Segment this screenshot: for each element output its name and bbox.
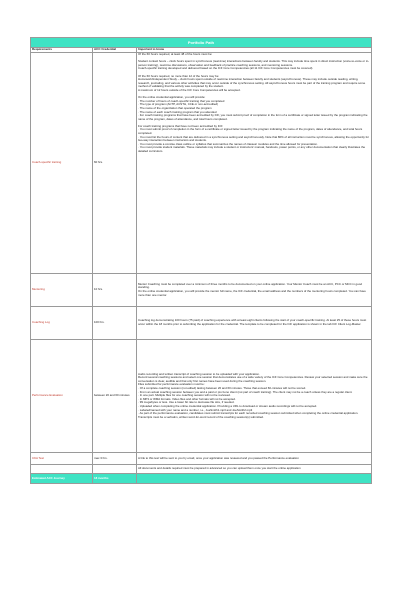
detail-line: · From an actual coaching session between you and a paid or pro bono client (not part of coach training). The client may not be a coach unless they are a regular client. [138,389,353,394]
detail-line: A maximum of 12 hours outside of the ICF Core Competencies will be accepted. [138,87,241,92]
detail-line: Coach-specific training developed and delivered based on the ICF Core Competencies (all 11 ICF Core Competencies must be covered). [138,66,314,71]
requirement-cell: Performance Evaluation [31,340,93,453]
detail-line: · In MP3 or WMA formats. Video files and other formats will not be accepted. [138,396,236,401]
detail-line: Homework/Independent Study – clock hours spent outside of real-time interaction between faculty and students (asynchronous). These may include outside reading, writing, research, journaling, and various other activities that may occur outside of the synchronous setting. All asynchronous hours must be part of the training program and require some method of validating that the activity was completed by the student. [138,77,366,89]
detail-line: · The name of the organization that operated the program [138,105,212,110]
requirement-cell: CKA Test [31,453,93,465]
table-row [31,340,372,453]
details-cell [137,453,372,465]
detail-line: · The number of hours of coach-specific training that you completed [138,98,225,103]
detail-line: Mentor Coaching must be completed over a minimum of three months to be documented on your online application. Your Mentor Coach must be an ACC, PCC or MCC in good standing. [138,281,362,290]
detail-line: For coach training programs that have not been accredited by ICF: [138,123,224,128]
detail-line: Of the 60 hours required, at least 48 of the hours must be: [138,52,213,56]
header-important-to-know: Important to know [137,48,372,53]
portfolio-path-sheet [30,37,371,484]
requirement-cell: Coaching Log [31,307,93,340]
detail-paragraph [138,53,370,57]
portfolio-path-table [30,37,372,484]
detail-line: · Labeled/named with your name and a number, i.e., JoeSmith1.mp3 and JoeSmith2.mp3 [138,407,253,412]
requirement-cell: Coach-specific training [31,53,93,274]
detail-line: Student contact hours – clock hours spent in synchronous (real-time) interactions between faculty and students. This may include time spent in direct instruction (voice-to-voice or in-person training), real-time discussions, observation and feedback of practice coaching sessions, and mentoring sessions. [138,59,370,67]
footer-label: Estimated ACC Journey [31,474,93,484]
detail-paragraph [138,319,370,326]
details-cell [137,340,372,453]
detail-line: · The type of program (ACTP, ACSTH, CCE or non-accredited) [138,102,219,107]
detail-line: · For coach training programs that have been accredited by ICF, you must submit proof of completion in the form of a certificate or signed letter issued by the program indicating the name of the program, dates of attendance, and total hours completed. [138,113,368,121]
credential-cell: max 3 hrs. [93,453,137,465]
detail-paragraph [138,125,370,154]
table-footer-row [31,474,372,484]
detail-line: · 99 megabytes or less. Use a lower bit rate to decrease file size, if needed. [138,400,235,405]
table-row [31,307,372,340]
table-note-row [31,465,372,474]
requirement-cell: Mentoring [31,274,93,307]
credential-cell: 60 hrs. [93,53,137,274]
detail-line: Coaching log demonstrating 100 hours (75 paid) of coaching experience with at least eight clients following the start of your coach-specific training. At least 25 of these hours must occur within the 18 months prior to submitting the application for the credential. The template to be completed for the ICF application is shown in the tab ICF Client Log-Master. [138,318,367,326]
detail-paragraph [138,373,370,420]
table-row [31,53,372,274]
credential-cell: between 20 and 60 minutes [93,340,137,453]
details-cell [137,307,372,340]
detail-line: Of the 60 hours required, no more than 12 of the hours may be: [138,73,220,78]
note-blank-credential [93,465,137,474]
detail-line: · In one part. Multiple files for one coaching session will not be reviewed. [138,393,231,398]
details-cell [137,274,372,307]
credential-cell: 100 hrs. [93,307,137,340]
detail-line: · You must provide student materials. These materials may include a student or instructors' manual, handouts, power points, or any other documentation that clearly illustrates the detailed curriculum. [138,145,366,154]
note-blank-requirement [31,465,93,474]
detail-line: · Uploaded when completing the online credential application. Providing a URL to download or stream audio recordings will not be accepted. [138,403,318,408]
detail-line: · As part of the performance evaluation, candidates must submit transcripts for each recorded coaching session submitted when completing the online credential application. Transcripts must be a verbatim, written word-for-word record of the coaching session(s) submitted. [138,411,359,419]
table-body [31,53,372,465]
detail-paragraph [138,457,370,461]
detail-line: Record several coaching sessions and select one session that demonstrates use of a wide variety of the ICF Core Competencies. Review your selected session and make sure the conversation is clear, audible and that only first names have been used during the coaching session. [138,375,368,383]
detail-line: On the online credential application, you will provide: [138,95,206,100]
detail-line: A link to this test will be sent to you by email, once your application was reviewed and you passed the Performance evaluation [138,455,299,460]
detail-line: · You must provide a concise class outline or syllabus that summarizes the names of classes/ modules and the time allowed for presentation. [138,141,318,146]
header-acc-credential: ACC Credential [93,48,137,53]
note-text: All documents and details required must be prepared in advanced so you can upload them once you start the online application [137,465,372,474]
table-row [31,274,372,307]
detail-line: · The name of each coach training program that you attended [138,109,217,114]
detail-line: · Of a complete coaching session (not edited) lasting between 20 and 60 minutes. Those that exceed 60-minutes will not be scored. [138,386,307,391]
footer-blank [137,474,372,484]
detail-line: Files submitted for performance evaluation must be: [138,382,205,387]
table-row [31,453,372,465]
credential-cell: 10 hrs. [93,274,137,307]
detail-paragraph [138,283,370,297]
detail-line: On the online credential application, you will provide the mentor full name, the ICF credential, the email address and the numbers of the mentoring hours completed. You can have more than one mentor. [138,289,366,297]
detail-paragraph [138,60,370,71]
details-cell [137,53,372,274]
table-title: Portfolio Path [31,38,372,48]
table-title-row [31,38,372,48]
detail-paragraph [138,75,370,93]
detail-line: · You must list the hours of content that are delivered in a synchronous setting and asynchronously. Note that 80% of all instruction must be synchronous, allowing the opportunity for two-way interaction between instructors and students. [138,134,370,143]
header-requirements: Requirements [31,48,93,53]
footer-value: 18 months [93,474,137,484]
detail-line: Audio recording and written transcript of coaching session to be uploaded with your application. [138,371,260,376]
detail-line: · You must submit proof of completion in the form of a certificate or signed letter issued by the program indicating the name of the program, dates of attendance, and total hours completed. [138,127,363,136]
detail-paragraph [138,96,370,121]
